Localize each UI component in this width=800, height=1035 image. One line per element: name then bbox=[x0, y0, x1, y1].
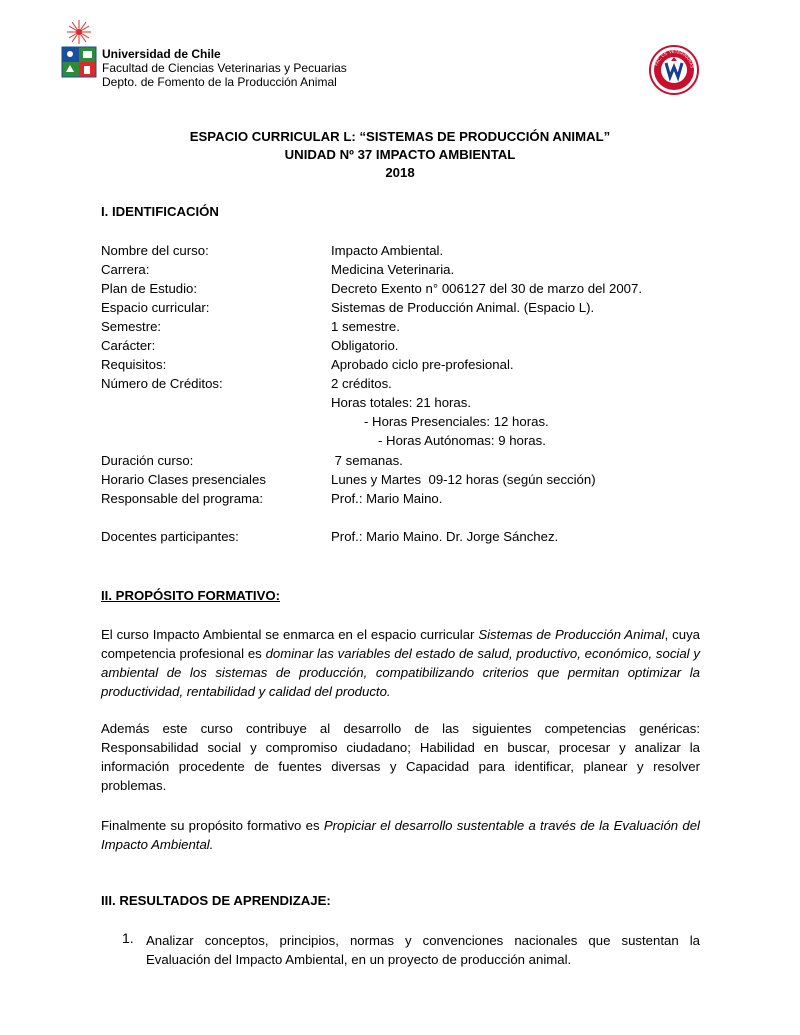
document-title bbox=[0, 128, 800, 182]
value-curricular-space: Sistemas de Producción Animal. (Espacio L). bbox=[331, 300, 595, 315]
label-duration: Duración curso: bbox=[101, 453, 194, 468]
seal-lettering: FAC. CS. VETERINARIAS bbox=[653, 48, 695, 69]
purpose-paragraph-2: Además este curso contribuye al desarrollo de las siguientes competencias genéricas: Responsabilidad social y compromiso ciudadano; Habilidad en buscar, procesar y analizar la información procedente de fuentes diversas y Capacidad para identificar, planear y resolver problemas. bbox=[101, 721, 700, 793]
university-header-text bbox=[102, 47, 347, 89]
p1-text-a: El curso Impacto Ambiental se enmarca en el espacio curricular bbox=[101, 627, 479, 642]
p3-text-b: Propiciar el desarrollo sustentable a través de la Evaluación del Impacto Ambiental. bbox=[101, 818, 700, 852]
label-curricular-space: Espacio curricular: bbox=[101, 300, 210, 315]
p1-text-c: , cuya competencia profesional es bbox=[101, 627, 700, 661]
label-career: Carrera: bbox=[101, 262, 150, 277]
label-teachers: Docentes participantes: bbox=[101, 529, 239, 544]
purpose-paragraph-3 bbox=[101, 816, 700, 854]
value-hours-total: Horas totales: 21 horas. bbox=[331, 395, 472, 410]
label-semester: Semestre: bbox=[101, 319, 162, 334]
value-career: Medicina Veterinaria. bbox=[331, 262, 455, 277]
p3-text-a: Finalmente su propósito formativo es bbox=[101, 818, 324, 833]
university-name: Universidad de Chile bbox=[102, 47, 221, 61]
section-purpose-heading: II. PROPÓSITO FORMATIVO: bbox=[101, 588, 281, 603]
title-line-2: UNIDAD Nº 37 IMPACTO AMBIENTAL bbox=[284, 147, 516, 162]
value-teachers: Prof.: Mario Maino. Dr. Jorge Sánchez. bbox=[331, 529, 559, 544]
label-responsible: Responsable del programa: bbox=[101, 491, 264, 506]
label-character: Carácter: bbox=[101, 338, 156, 353]
value-requirements: Aprobado ciclo pre-profesional. bbox=[331, 357, 514, 372]
label-requirements: Requisitos: bbox=[101, 357, 167, 372]
value-responsible: Prof.: Mario Maino. bbox=[331, 491, 443, 506]
value-hours-presencial: - Horas Presenciales: 12 horas. bbox=[364, 414, 549, 429]
title-line-1: ESPACIO CURRICULAR L: “SISTEMAS DE PRODUCCIÓN ANIMAL” bbox=[189, 129, 611, 144]
value-credits: 2 créditos. bbox=[331, 376, 392, 391]
value-duration: 7 semanas. bbox=[331, 453, 403, 468]
purpose-paragraph-1 bbox=[101, 625, 700, 701]
section-results-heading: III. RESULTADOS DE APRENDIZAJE: bbox=[101, 893, 331, 908]
label-schedule: Horario Clases presenciales bbox=[101, 472, 266, 487]
title-line-3: 2018 bbox=[385, 165, 415, 180]
value-character: Obligatorio. bbox=[331, 338, 399, 353]
label-study-plan: Plan de Estudio: bbox=[101, 281, 198, 296]
value-semester: 1 semestre. bbox=[331, 319, 400, 334]
label-credits: Número de Créditos: bbox=[101, 376, 223, 391]
faculty-seal-icon bbox=[649, 45, 699, 95]
faculty-name: Facultad de Ciencias Veterinarias y Pecuarias bbox=[102, 61, 347, 75]
p1-text-d: dominar las variables del estado de salud, productivo, económico, social y ambiental de los sistemas de producción, compatibilizando criterios que permitan optimizar la productividad, rentabilidad y calidad del producto. bbox=[101, 646, 700, 699]
department-name: Depto. de Fomento de la Producción Animal bbox=[102, 75, 337, 89]
universidad-de-chile-logo-icon bbox=[60, 16, 98, 92]
section-identification-heading: I. IDENTIFICACIÓN bbox=[101, 204, 219, 219]
p1-text-b: Sistemas de Producción Animal bbox=[478, 627, 665, 642]
value-schedule: Lunes y Martes 09-12 horas (según sección) bbox=[331, 472, 596, 487]
label-course-name: Nombre del curso: bbox=[101, 243, 209, 258]
result-item-text: Analizar conceptos, principios, normas y convenciones nacionales que sustentan la Evaluación del Impacto Ambiental, en un proyecto de producción animal. bbox=[146, 933, 700, 967]
value-course-name: Impacto Ambiental. bbox=[331, 243, 444, 258]
value-hours-autonomas: - Horas Autónomas: 9 horas. bbox=[378, 433, 546, 448]
value-study-plan: Decreto Exento n° 006127 del 30 de marzo del 2007. bbox=[331, 281, 642, 296]
result-item-number: 1. bbox=[122, 930, 134, 946]
